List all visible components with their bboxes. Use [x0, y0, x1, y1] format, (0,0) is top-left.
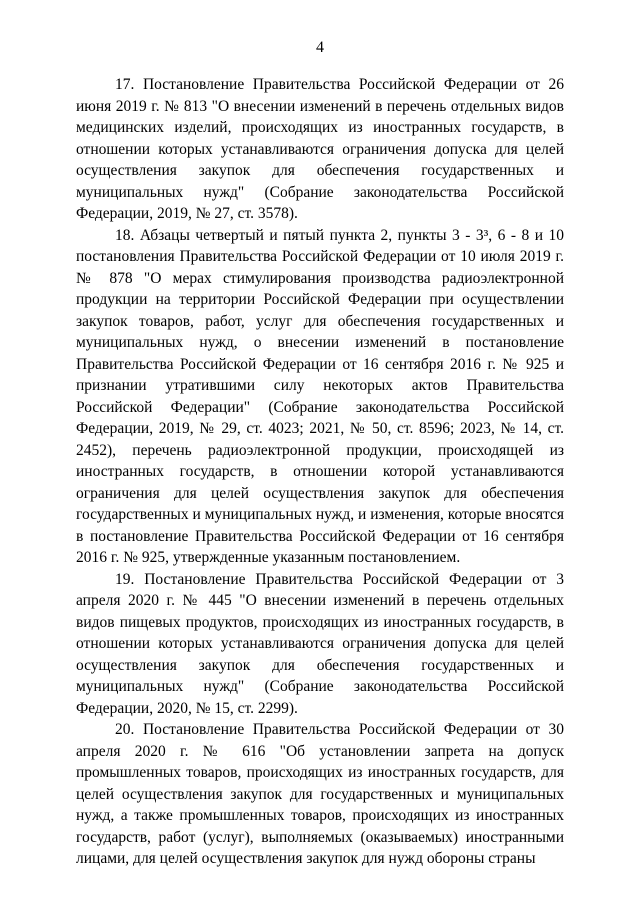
paragraph-item-17: 17. Постановление Правительства Российской Федерации от 26 июня 2019 г. № 813 "О внесении изменений в перечень отдельных видов медицинских изделий, происходящих из иностранных государств, в отношении которых устанавливаются ограничения допуска для целей осуществления закупок для обеспечения государственных и муниципальных нужд" (Собрание законодательства Российской Федерации, 2019, № 27, ст. 3578).: [76, 76, 564, 222]
paragraph-item-20: 20. Постановление Правительства Российской Федерации от 30 апреля 2020 г. № 616 "Об установлении запрета на допуск промышленных товаров, происходящих из иностранных государств, для целей осуществления закупок для государственных и муниципальных нужд, а также промышленных товаров, происходящих из иностранных государств, работ (услуг), выполняемых (оказываемых) иностранными лицами, для целей осуществления закупок для нужд обороны страны: [76, 721, 564, 867]
page-number: 4: [316, 39, 324, 56]
paragraph-item-18: 18. Абзацы четвертый и пятый пункта 2, пункты 3 - 3³, 6 - 8 и 10 постановления Правительства Российской Федерации от 10 июля 2019 г. № 878 "О мерах стимулирования производства радиоэлектронной продукции на территории Российской Федерации при осуществлении закупок товаров, работ, услуг для обеспечения государственных и муниципальных нужд, о внесении изменений в постановление Правительства Российской Федерации от 16 сентября 2016 г. № 925 и признании утратившими силу некоторых актов Правительства Российской Федерации" (Собрание законодательства Российской Федерации, 2019, № 29, ст. 4023; 2021, № 50, ст. 8596; 2023, № 14, ст. 2452), перечень радиоэлектронной продукции, происходящей из иностранных государств, в отношении которой устанавливаются ограничения для целей осуществления закупок для обеспечения государственных и муниципальных нужд, и изменения, которые вносятся в постановление Правительства Российской Федерации от 16 сентября 2016 г. № 925, утвержденные указанным постановлением.: [76, 226, 564, 566]
document-body: [76, 74, 564, 870]
paragraph-item-19: 19. Постановление Правительства Российской Федерации от 3 апреля 2020 г. № 445 "О внесении изменений в перечень отдельных видов пищевых продуктов, происходящих из иностранных государств, в отношении которых устанавливаются ограничения допуска для целей осуществления закупок для обеспечения государственных и муниципальных нужд" (Собрание законодательства Российской Федерации, 2020, № 15, ст. 2299).: [76, 570, 564, 717]
